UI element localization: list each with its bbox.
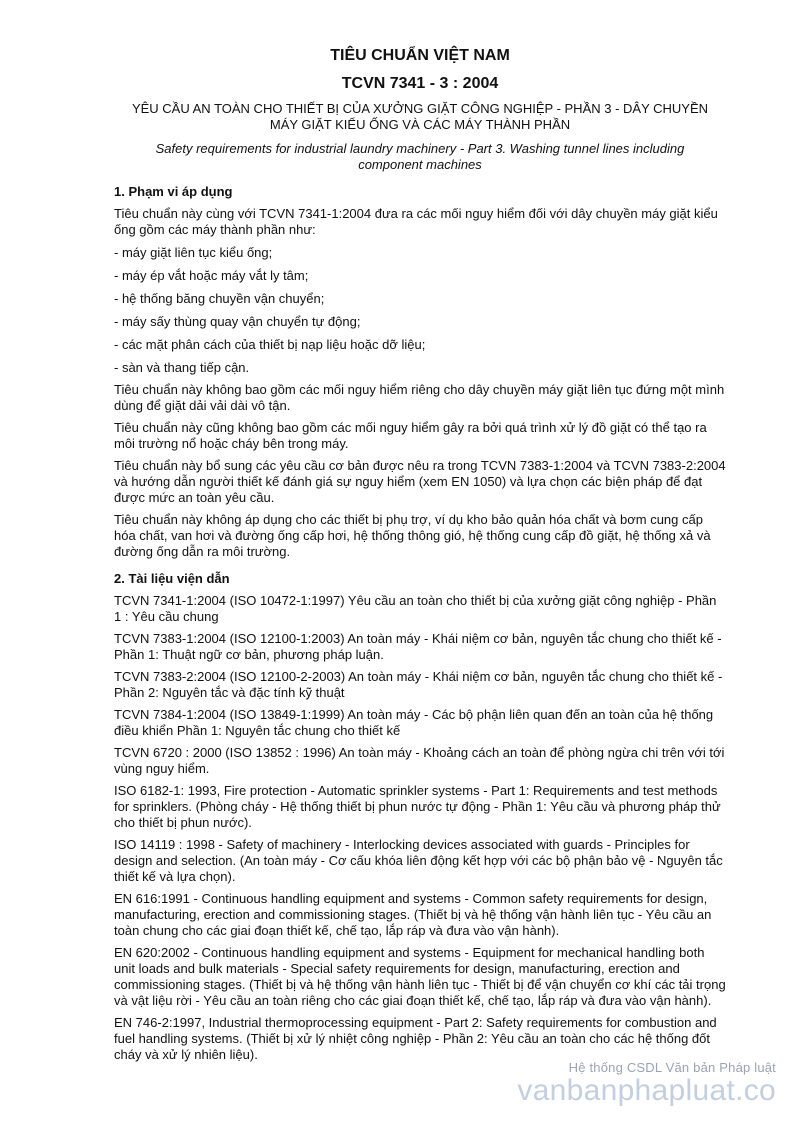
english-title-line-2: component machines [358,157,482,172]
reference-item: ISO 6182-1: 1993, Fire protection - Automatic sprinkler systems - Part 1: Requirements and test methods for sprinklers. (Phòng cháy - Hệ thống thiết bị phun nước tự động - Phần 1: Yêu cầu và phương pháp thử cho thiết bị phun nước). [114,783,721,830]
paragraph: Tiêu chuẩn này bổ sung các yêu cầu cơ bản được nêu ra trong TCVN 7383-1:2004 và TCVN 7383-2:2004 và hướng dẫn người thiết kế đánh giá sự nguy hiểm (xem EN 1050) và lựa chọn các biện pháp để đạt được mức an toàn yêu cầu. [114,458,726,505]
list-item: - sàn và thang tiếp cận. [114,360,250,375]
reference-item: TCVN 7341-1:2004 (ISO 10472-1:1997) Yêu cầu an toàn cho thiết bị của xưởng giặt công nghiệp - Phần 1 : Yêu cầu chung [114,593,717,624]
list-item: - các mặt phân cách của thiết bị nạp liệu hoặc dỡ liệu; [114,337,426,352]
reference-item: TCVN 7384-1:2004 (ISO 13849-1:1999) An toàn máy - Các bộ phận liên quan đến an toàn của hệ thống điều khiển Phần 1: Nguyên tắc chung cho thiết kế [114,707,714,738]
document-subtitle [114,101,726,133]
document-heading: TIÊU CHUẨN VIỆT NAM [330,47,510,64]
reference-item: EN 620:2002 - Continuous handling equipment and systems - Equipment for mechanical handling both unit loads and bulk materials - Special safety requirements for design, manufacturing, erection and commissioning stages. (Thiết bị và hệ thống vận hành liên tục - Thiết bị để vận chuyển cơ khí các tải trọng và vật liệu rời - Yêu cầu an toàn riêng cho các giai đoạn thiết kế, chế tạo, lắp ráp và đưa vào vận hành). [114,945,726,1008]
section-1-heading: 1. Phạm vi áp dụng [114,184,233,199]
english-title-line-1: Safety requirements for industrial laundry machinery - Part 3. Washing tunnel lines including [155,141,685,156]
list-item: - máy giặt liên tục kiểu ống; [114,245,273,260]
paragraph: Tiêu chuẩn này cũng không bao gồm các mối nguy hiểm gây ra bởi quá trình xử lý đồ giặt có thể tạo ra môi trường nổ hoặc cháy bên trong máy. [114,420,707,451]
reference-item: EN 746-2:1997, Industrial thermoprocessing equipment - Part 2: Safety requirements for combustion and fuel handling systems. (Thiết bị xử lý nhiệt công nghiệp - Phần 2: Yêu cầu an toàn cho các hệ thống đốt cháy và xử lý nhiên liệu). [114,1015,717,1062]
watermark-site: vanbanphapluat.co [517,1074,776,1107]
section-1-intro: Tiêu chuẩn này cùng với TCVN 7341-1:2004 đưa ra các mối nguy hiểm đối với dây chuyền máy giặt kiểu ống gồm các máy thành phần như: [114,206,718,237]
paragraph: Tiêu chuẩn này không áp dụng cho các thiết bị phụ trợ, ví dụ kho bảo quản hóa chất và bơm cung cấp hóa chất, van hơi và đường ống cấp hơi, hệ thống thông gió, hệ thống cung cấp đồ giặt, hệ thống xả và đường ống dẫn ra môi trường. [114,512,711,559]
reference-item: TCVN 6720 : 2000 (ISO 13852 : 1996) An toàn máy - Khoảng cách an toàn để phòng ngừa chi trên với tới vùng nguy hiểm. [114,745,725,776]
section-2-heading: 2. Tài liệu viện dẫn [114,571,230,586]
reference-item: ISO 14119 : 1998 - Safety of machinery - Interlocking devices associated with guards - Principles for design and selection. (An toàn máy - Cơ cấu khóa liên động kết hợp với các bộ phận bảo vệ - Nguyên tắc thiết kế và lựa chọn). [114,837,723,884]
watermark-caption: Hệ thống CSDL Văn bản Pháp luật [568,1060,776,1075]
english-title [114,141,726,173]
paragraph: Tiêu chuẩn này không bao gồm các mối nguy hiểm riêng cho dây chuyền máy giặt liên tục đứng một mình dùng để giặt dải vải dài vô tận. [114,382,725,413]
subtitle-line-2: MÁY GIẶT KIỂU ỐNG VÀ CÁC MÁY THÀNH PHẦN [269,117,571,132]
reference-item: TCVN 7383-2:2004 (ISO 12100-2-2003) An toàn máy - Khái niệm cơ bản, nguyên tắc chung cho thiết kế - Phần 2: Nguyên tắc và đặc tính kỹ thuật [114,669,723,700]
list-item: - máy ép vắt hoặc máy vắt ly tâm; [114,268,309,283]
list-item: - hệ thống băng chuyền vận chuyển; [114,291,325,306]
document-page [114,0,726,1063]
reference-item: EN 616:1991 - Continuous handling equipment and systems - Common safety requirements for design, manufacturing, erection and commissioning stages. (Thiết bị và hệ thống vận hành liên tục - Yêu cầu an toàn chung cho các giai đoạn thiết kế, chế tạo, lắp ráp và đưa vào vận hành). [114,891,712,938]
reference-item: TCVN 7383-1:2004 (ISO 12100-1:2003) An toàn máy - Khái niệm cơ bản, nguyên tắc chung cho thiết kế - Phần 1: Thuật ngữ cơ bản, phương pháp luận. [114,631,722,662]
standard-code: TCVN 7341 - 3 : 2004 [341,75,499,92]
list-item: - máy sấy thùng quay vận chuyển tự động; [114,314,361,329]
subtitle-line-1: YÊU CẦU AN TOÀN CHO THIẾT BỊ CỦA XƯỞNG GIẶT CÔNG NGHIỆP - PHẦN 3 - DÂY CHUYỀN [131,101,709,116]
